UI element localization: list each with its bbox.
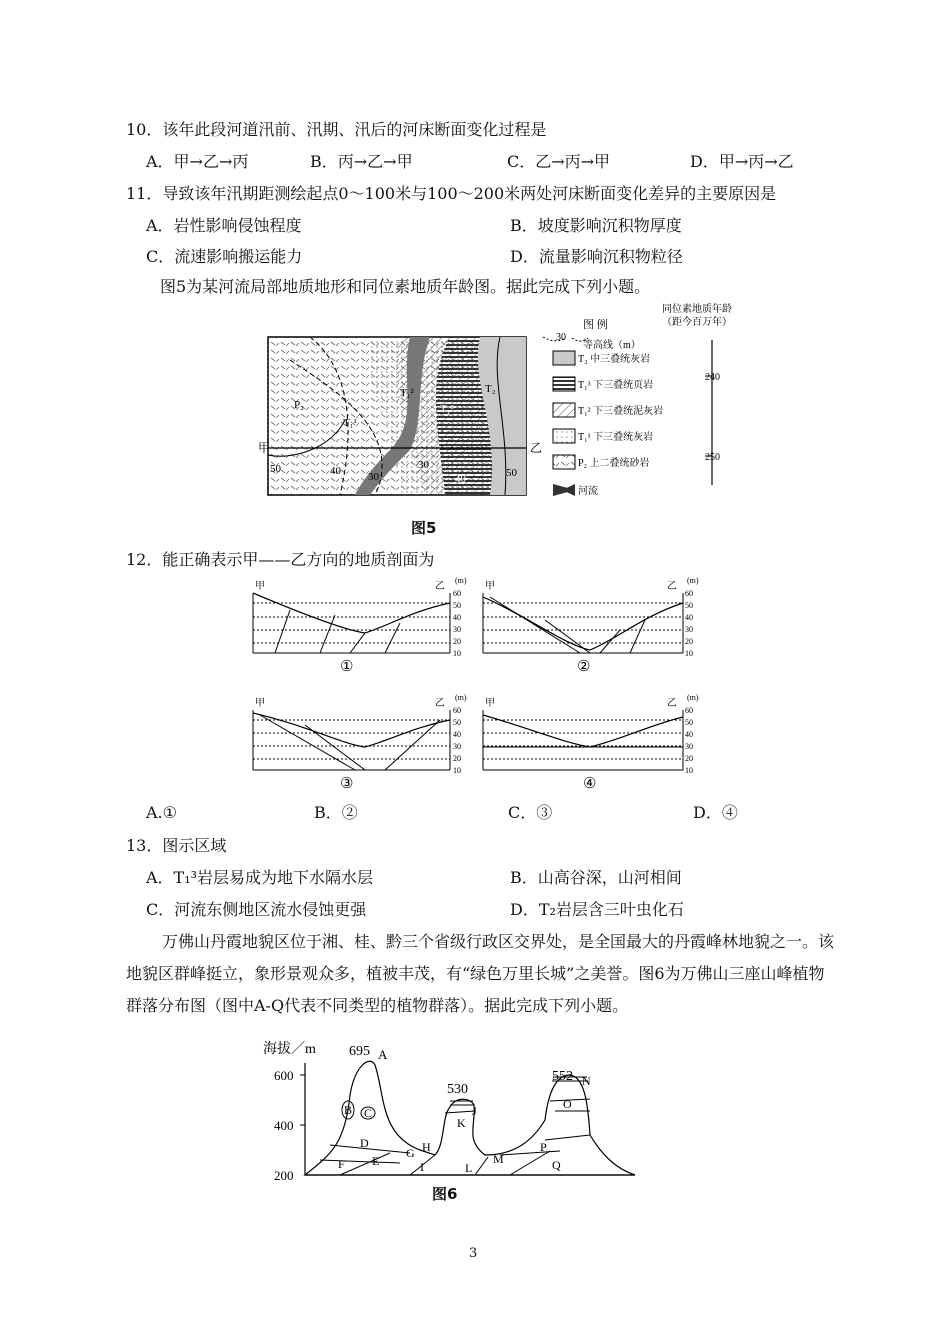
fig5-left-label: 甲 <box>258 441 271 455</box>
legend-contour-label: 等高线（m） <box>583 340 641 351</box>
community-label: K <box>457 1116 466 1130</box>
profile-unit: (m) <box>687 576 699 585</box>
community-label: C <box>364 1106 373 1120</box>
peak-altitude: 530 <box>447 1082 468 1097</box>
profile-tick: 60 <box>453 589 461 598</box>
community-label: H <box>422 1140 431 1154</box>
q11-option-c[interactable]: C．流速影响搬运能力 <box>146 247 303 266</box>
legend-item: T₁¹ 下三叠统灰岩 <box>578 432 654 443</box>
profile-left-label: 甲 <box>485 581 495 592</box>
fig5-right-label: 乙 <box>530 441 543 455</box>
fig5-contour-value: 50 <box>506 467 517 479</box>
profile-4 <box>483 710 683 770</box>
profile-tick: 30 <box>453 625 461 634</box>
profile-tick: 40 <box>685 613 693 622</box>
profile-right-label: 乙 <box>667 698 677 709</box>
profile-number: ③ <box>340 776 354 792</box>
fig5-intro: 图5为某河流局部地质地形和同位素地质年龄图。据此完成下列小题。 <box>160 277 651 296</box>
q10-option-a[interactable]: A．甲→乙→丙 <box>146 152 249 171</box>
profile-right-label: 乙 <box>435 581 445 592</box>
geologic-profiles <box>245 575 705 800</box>
fig6-ylabel: 海拔／m <box>263 1042 316 1057</box>
q13-option-b[interactable]: B．山高谷深，山河相间 <box>510 868 682 887</box>
q11-stem: 11．导致该年汛期距测绘起点0～100米与100～200米两处河床断面变化差异的主要原因是 <box>126 184 777 203</box>
q11-option-b[interactable]: B．坡度影响沉积物厚度 <box>510 216 682 235</box>
page-number: 3 <box>469 1246 478 1261</box>
age-subtitle: （距今百万年） <box>662 317 732 328</box>
q13-option-c[interactable]: C．河流东侧地区流水侵蚀更强 <box>146 900 367 919</box>
legend-item: P₂ 上二叠统砂岩 <box>578 458 650 469</box>
community-label: E <box>372 1154 380 1168</box>
fig5-contour-value: 40 <box>455 473 466 485</box>
profile-tick: 30 <box>685 742 693 751</box>
profile-number: ② <box>577 659 591 675</box>
fig5-contour-value: 50 <box>270 463 281 475</box>
profile-tick: 20 <box>685 637 693 646</box>
fig5-map <box>268 337 526 495</box>
fig5-area-label: T₂ <box>485 383 496 395</box>
fig5-area-label: T₁² <box>400 387 414 399</box>
profile-tick: 20 <box>453 637 461 646</box>
q10-option-c[interactable]: C．乙→丙→甲 <box>507 152 611 171</box>
age-tick: 250 <box>705 452 720 463</box>
profile-right-label: 乙 <box>435 698 445 709</box>
fig5-contour-value: 30 <box>418 459 429 471</box>
community-label: Q <box>552 1158 561 1172</box>
figure-6 <box>260 1035 650 1190</box>
q10-option-d[interactable]: D．甲→丙→乙 <box>690 152 794 171</box>
q13-option-d[interactable]: D．T₂岩层含三叶虫化石 <box>510 900 684 919</box>
legend-contour-value: 30 <box>556 332 566 343</box>
fig5-area-label: P₂ <box>294 399 304 411</box>
fig6-ytick: 600 <box>274 1068 294 1083</box>
fig5-contour-value: 30 <box>368 471 379 483</box>
community-label: A <box>378 1047 388 1062</box>
fig5-caption: 图5 <box>411 519 437 537</box>
profile-1 <box>253 593 450 653</box>
figure-5 <box>250 300 750 515</box>
peak-altitude: 552 <box>552 1069 573 1084</box>
community-label: O <box>563 1097 572 1111</box>
legend-item: T₁³ 下三叠统页岩 <box>578 380 654 391</box>
fig5-age-scale <box>662 302 732 485</box>
q12-option-c[interactable]: C．③ <box>508 803 553 822</box>
community-label: G <box>406 1146 415 1160</box>
fig6-caption: 图6 <box>432 1185 458 1203</box>
q10-stem: 10．该年此段河道汛前、汛期、汛后的河床断面变化过程是 <box>126 120 547 139</box>
profile-tick: 10 <box>453 649 461 658</box>
q13-option-a[interactable]: A．T₁³岩层易成为地下水隔水层 <box>146 868 374 887</box>
profile-tick: 50 <box>453 601 461 610</box>
profile-tick: 40 <box>453 730 461 739</box>
profile-tick: 50 <box>685 601 693 610</box>
fig6-ytick: 200 <box>274 1168 294 1183</box>
legend-item: 河流 <box>578 486 598 497</box>
profile-tick: 30 <box>453 742 461 751</box>
profile-tick: 50 <box>453 718 461 727</box>
profile-unit: (m) <box>687 693 699 702</box>
age-title: 同位素地质年龄 <box>662 304 732 315</box>
fig5-area-label: T₁¹ <box>343 417 357 429</box>
community-label: F <box>338 1157 345 1171</box>
fig6-ytick: 400 <box>274 1118 294 1133</box>
peak-altitude: 695 <box>349 1044 370 1059</box>
q12-option-a[interactable]: A.① <box>146 803 177 822</box>
q11-option-d[interactable]: D．流量影响沉积物粒径 <box>510 247 683 266</box>
community-label: D <box>360 1136 369 1150</box>
fig5-contour-value: 40 <box>330 465 341 477</box>
q12-option-d[interactable]: D．④ <box>693 803 738 822</box>
profile-tick: 40 <box>453 613 461 622</box>
profile-tick: 10 <box>453 766 461 775</box>
legend-item: T₂ 中三叠统灰岩 <box>578 354 651 365</box>
q11-option-a[interactable]: A．岩性影响侵蚀程度 <box>146 216 302 235</box>
profile-tick: 50 <box>685 718 693 727</box>
fig5-legend <box>543 317 663 497</box>
community-label: P <box>540 1140 547 1154</box>
profile-number: ④ <box>583 776 597 792</box>
profile-left-label: 甲 <box>255 698 265 709</box>
profile-tick: 10 <box>685 766 693 775</box>
profile-tick: 10 <box>685 649 693 658</box>
profile-tick: 20 <box>685 754 693 763</box>
profile-2 <box>483 593 683 653</box>
profile-tick: 60 <box>453 706 461 715</box>
q12-option-b[interactable]: B．② <box>314 803 358 822</box>
profile-left-label: 甲 <box>485 698 495 709</box>
profile-tick: 60 <box>685 589 693 598</box>
passage-wanfoshan: 万佛山丹霞地貌区位于湘、桂、黔三个省级行政区交界处，是全国最大的丹霞峰林地貌之一。该地貌区群峰挺立，象形景观众多，植被丰茂，有“绿色万里长城”之美誉。图6为万佛山三座山峰植物群落分布图（图中A-Q代表不同类型的植物群落）。据此完成下列小题。 <box>126 932 835 1015</box>
legend-item: T₁² 下三叠统泥灰岩 <box>578 406 664 417</box>
q13-stem: 13．图示区域 <box>126 836 227 855</box>
profile-left-label: 甲 <box>255 581 265 592</box>
river-icon <box>553 484 575 496</box>
profile-tick: 30 <box>685 625 693 634</box>
profile-unit: (m) <box>455 576 467 585</box>
profile-unit: (m) <box>455 693 467 702</box>
q12-stem: 12．能正确表示甲——乙方向的地质剖面为 <box>126 550 435 569</box>
community-label: I <box>420 1160 424 1174</box>
legend-title: 图 例 <box>583 319 608 331</box>
profile-tick: 40 <box>685 730 693 739</box>
community-label: L <box>465 1161 473 1175</box>
age-tick: 240 <box>705 372 720 383</box>
profile-number: ① <box>340 659 354 675</box>
profile-right-label: 乙 <box>667 581 677 592</box>
fig5-area-label: T₁³ <box>440 403 454 415</box>
community-label: N <box>582 1074 591 1088</box>
profile-tick: 20 <box>453 754 461 763</box>
community-label: J <box>472 1104 477 1118</box>
profile-tick: 60 <box>685 706 693 715</box>
profile-3 <box>253 710 450 770</box>
q10-option-b[interactable]: B．丙→乙→甲 <box>310 152 413 171</box>
community-label: M <box>493 1152 504 1166</box>
community-label: B <box>344 1103 353 1117</box>
